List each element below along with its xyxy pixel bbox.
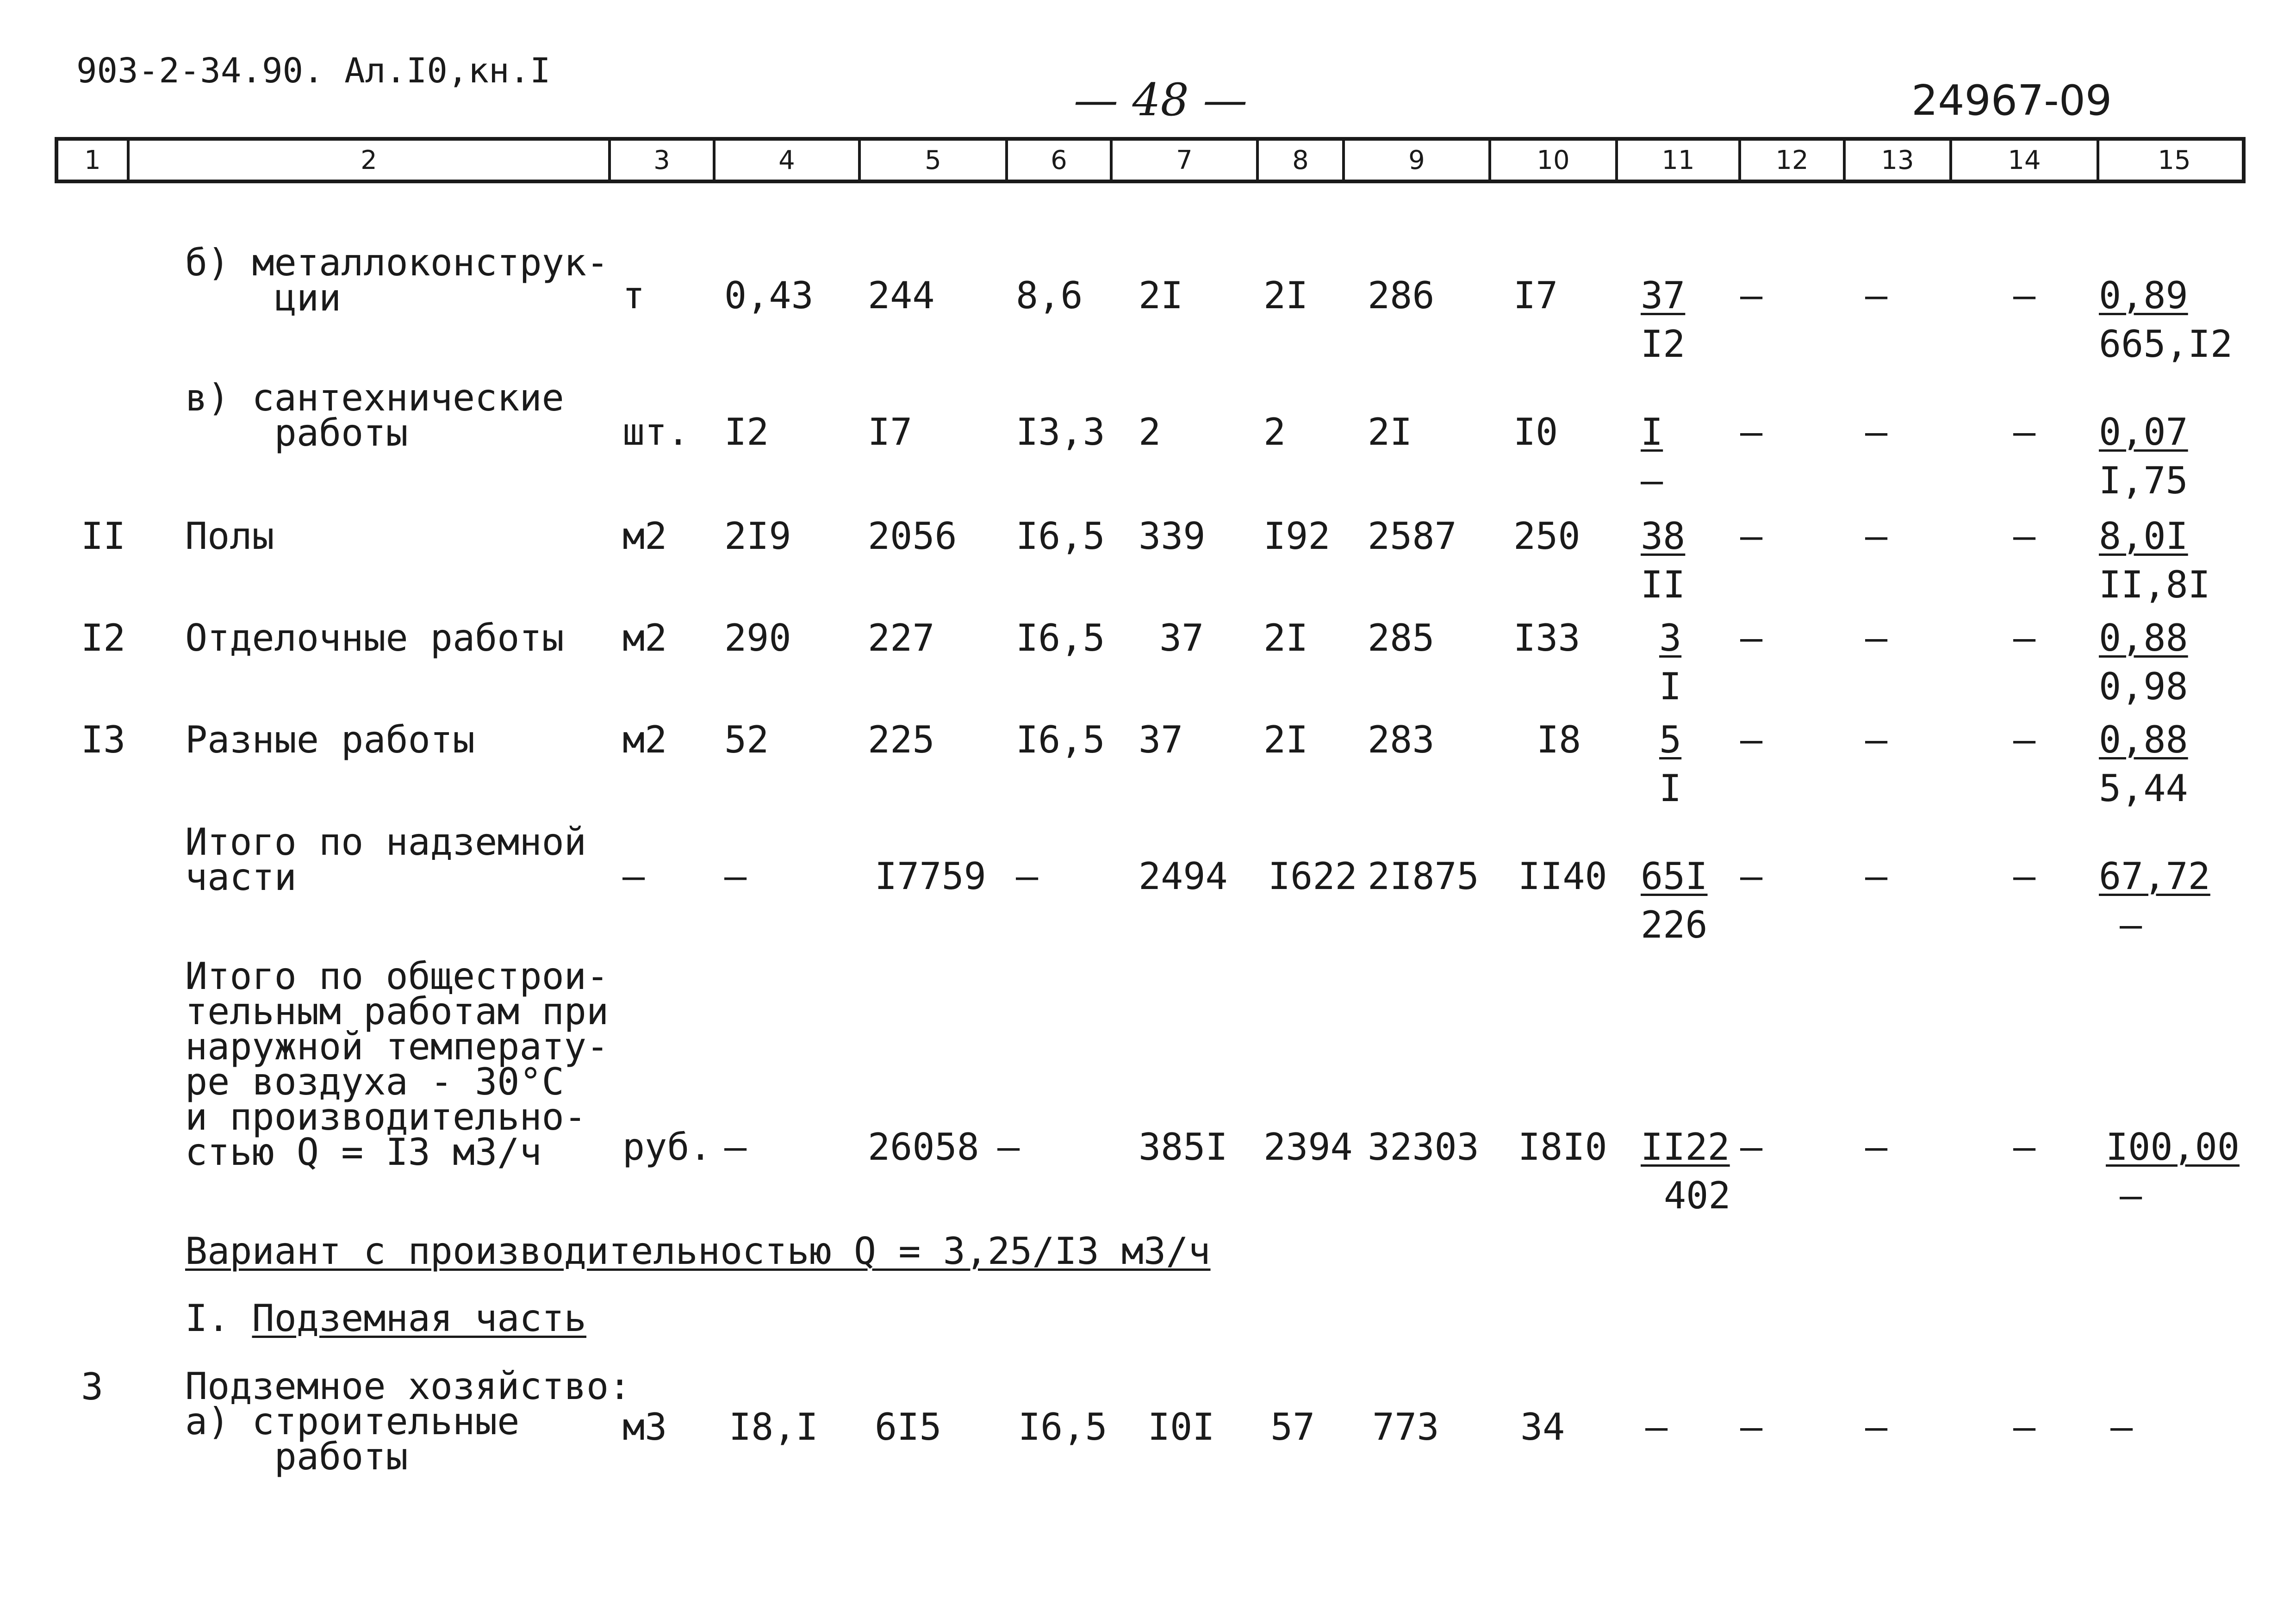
row-unit: – (622, 855, 645, 898)
cell-c6: – (1016, 855, 1039, 898)
cell-c7: 339 (1139, 515, 1206, 558)
column-header: 4 (713, 141, 858, 180)
cell-c4: 290 (724, 616, 791, 659)
cell-c11-bottom: 226 (1641, 903, 1708, 946)
cell-c9: 2587 (1368, 515, 1457, 558)
cell-c7: I0I (1148, 1405, 1215, 1449)
cell-c14: – (2013, 616, 2036, 659)
cell-c6: I6,5 (1016, 718, 1105, 761)
cell-c12: – (1740, 1405, 1763, 1449)
cell-c5: 6I5 (875, 1405, 942, 1449)
cell-c14: – (2013, 718, 2036, 761)
cell-c7: 37 (1139, 718, 1183, 761)
cell-c12: – (1740, 718, 1763, 761)
cell-c8: I622 (1268, 855, 1357, 898)
column-header: 12 (1738, 141, 1843, 180)
cell-c10: 250 (1513, 515, 1580, 558)
cell-c11-top: 5 (1659, 718, 1682, 761)
row-number: I2 (81, 616, 126, 659)
variant-heading: Вариант с производительностью Q = 3,25/I3 м3/ч (185, 1230, 1211, 1273)
cell-c4: 0,43 (724, 274, 814, 317)
cell-c13: – (1865, 274, 1888, 317)
cell-c12: – (1740, 1126, 1763, 1169)
cell-c10: I7 (1513, 274, 1558, 317)
cell-c8: 2I (1263, 274, 1308, 317)
cell-c11-bottom: I (1659, 767, 1682, 810)
cell-c6: I6,5 (1018, 1405, 1108, 1449)
row-unit: м2 (622, 718, 667, 761)
cell-c11-top: 65I (1641, 855, 1708, 898)
cell-c13: – (1865, 515, 1888, 558)
cell-c5: 227 (868, 616, 935, 659)
row-unit: т (622, 274, 645, 317)
row-name: б) металлоконструк- ции (185, 241, 609, 319)
row-name: в) сантехнические работы (185, 376, 564, 454)
cell-c9: 283 (1368, 718, 1435, 761)
cell-c5: 26058 (868, 1126, 979, 1169)
cell-c13: – (1865, 1405, 1888, 1449)
cell-c14: – (2013, 855, 2036, 898)
cell-c8: 2I (1263, 718, 1308, 761)
cell-c11-top: I (1641, 410, 1663, 454)
cell-c10: I33 (1513, 616, 1580, 659)
cell-c5: 2056 (868, 515, 957, 558)
section-heading (185, 1297, 586, 1340)
cell-c14: – (2013, 410, 2036, 454)
cell-c10: 34 (1520, 1405, 1565, 1449)
cell-c15-bottom: – (2120, 1174, 2142, 1217)
document-code: 903-2-34.90. Ал.I0,кн.I (76, 51, 551, 91)
cell-c15-top: 0,89 (2099, 274, 2188, 317)
cell-c5: I7 (868, 410, 913, 454)
cell-c12: – (1740, 855, 1763, 898)
cell-c15-top: 67,72 (2099, 855, 2210, 898)
row-name: Итого по общестрои- тельным работам при наружной температу- ре воздуха - 30°С и производительно- стью Q = I3 м3/ч (185, 955, 609, 1174)
cell-c11-top: 3 (1659, 616, 1682, 659)
cell-c11-bottom: – (1641, 459, 1663, 502)
cell-c13: – (1865, 855, 1888, 898)
cell-c9: 773 (1372, 1405, 1439, 1449)
column-header: 3 (608, 141, 713, 180)
cell-c13: – (1865, 1126, 1888, 1169)
cell-c5: I7759 (875, 855, 986, 898)
cell-c4: – (724, 855, 747, 898)
column-header-row (55, 137, 2246, 183)
cell-c12: – (1740, 616, 1763, 659)
cell-c11: – (1645, 1405, 1668, 1449)
cell-c8: 57 (1270, 1405, 1315, 1449)
cell-c15-top: 0,07 (2099, 410, 2188, 454)
cell-c15-top: 0,88 (2099, 718, 2188, 761)
cell-c11-top: 38 (1641, 515, 1686, 558)
cell-c9: 285 (1368, 616, 1435, 659)
cell-c6: I6,5 (1016, 616, 1105, 659)
cell-c11-bottom: II (1641, 563, 1686, 606)
cell-c8: I92 (1263, 515, 1331, 558)
cell-c10: I0 (1513, 410, 1558, 454)
row-unit: м3 (622, 1405, 667, 1449)
document-number: 24967-09 (1911, 76, 2112, 125)
cell-c6: I6,5 (1016, 515, 1105, 558)
cell-c5: 244 (868, 274, 935, 317)
column-header: 7 (1110, 141, 1256, 180)
cell-c11-top: II22 (1641, 1126, 1730, 1169)
cell-c9: 32303 (1368, 1126, 1479, 1169)
cell-c15-top: 0,88 (2099, 616, 2188, 659)
section-title: Подземная часть (252, 1297, 586, 1340)
cell-c11-bottom: I (1659, 665, 1682, 708)
section-number: I. (185, 1297, 230, 1340)
cell-c9: 2I (1368, 410, 1412, 454)
column-header: 11 (1615, 141, 1738, 180)
row-name: Итого по надземной части (185, 821, 586, 899)
cell-c14: – (2013, 515, 2036, 558)
cell-c10: I8I0 (1518, 1126, 1607, 1169)
cell-c15-top: 8,0I (2099, 515, 2188, 558)
row-unit: шт. (622, 410, 690, 454)
row-name: Разные работы (185, 718, 475, 761)
row-name: Подземное хозяйство: а) строительные работы (185, 1365, 631, 1478)
cell-c10: II40 (1518, 855, 1607, 898)
column-header: 1 (84, 145, 101, 175)
row-unit: м2 (622, 616, 667, 659)
cell-c15-bottom: I,75 (2099, 459, 2188, 502)
cell-c6: – (997, 1126, 1020, 1169)
cell-c11-top: 37 (1641, 274, 1686, 317)
cell-c8: 2 (1263, 410, 1286, 454)
cell-c12: – (1740, 274, 1763, 317)
row-number: 3 (81, 1365, 104, 1408)
column-header: 10 (1488, 141, 1615, 180)
cell-c8: 2394 (1263, 1126, 1353, 1169)
cell-c15-bottom: 0,98 (2099, 665, 2188, 708)
cell-c15: – (2110, 1405, 2133, 1449)
cell-c11-bottom: 402 (1664, 1174, 1731, 1217)
row-number: I3 (81, 718, 126, 761)
cell-c7: 385I (1139, 1126, 1228, 1169)
row-name: Отделочные работы (185, 616, 564, 659)
row-unit: м2 (622, 515, 667, 558)
row-name: Полы (185, 515, 274, 558)
cell-c4: I8,I (729, 1405, 818, 1449)
column-header: 2 (127, 141, 608, 180)
cell-c7: 2494 (1139, 855, 1228, 898)
cell-c5: 225 (868, 718, 935, 761)
column-header: 5 (858, 141, 1005, 180)
cell-c4: I2 (724, 410, 769, 454)
cell-c13: – (1865, 410, 1888, 454)
cell-c15-bottom: II,8I (2099, 563, 2210, 606)
cell-c9: 286 (1368, 274, 1435, 317)
cell-c4: 2I9 (724, 515, 791, 558)
cell-c7: 2 (1139, 410, 1161, 454)
column-header: 15 (2097, 141, 2249, 180)
cell-c4: 52 (724, 718, 769, 761)
cell-c6: 8,6 (1016, 274, 1083, 317)
cell-c13: – (1865, 718, 1888, 761)
row-unit: руб. (622, 1126, 712, 1169)
cell-c15-bottom: – (2120, 903, 2142, 946)
cell-c6: I3,3 (1016, 410, 1105, 454)
cell-c12: – (1740, 515, 1763, 558)
cell-c4: – (724, 1126, 747, 1169)
cell-c11-bottom: I2 (1641, 323, 1686, 366)
cell-c15-bottom: 5,44 (2099, 767, 2188, 810)
row-number: II (81, 515, 126, 558)
cell-c15-bottom: 665,I2 (2099, 323, 2233, 366)
column-header: 9 (1342, 141, 1488, 180)
cell-c12: – (1740, 410, 1763, 454)
page-number: — 48 — (1074, 74, 1248, 126)
cell-c10: I8 (1537, 718, 1581, 761)
column-header: 14 (1949, 141, 2097, 180)
column-header: 8 (1256, 141, 1342, 180)
column-header: 6 (1005, 141, 1110, 180)
cell-c14: – (2013, 274, 2036, 317)
cell-c9: 2I875 (1368, 855, 1479, 898)
cell-c14: – (2013, 1405, 2036, 1449)
cell-c13: – (1865, 616, 1888, 659)
cell-c7: 37 (1159, 616, 1204, 659)
cell-c7: 2I (1139, 274, 1183, 317)
cell-c14: – (2013, 1126, 2036, 1169)
column-header: 13 (1843, 141, 1949, 180)
cell-c15-top: I00,00 (2106, 1126, 2240, 1169)
cell-c8: 2I (1263, 616, 1308, 659)
